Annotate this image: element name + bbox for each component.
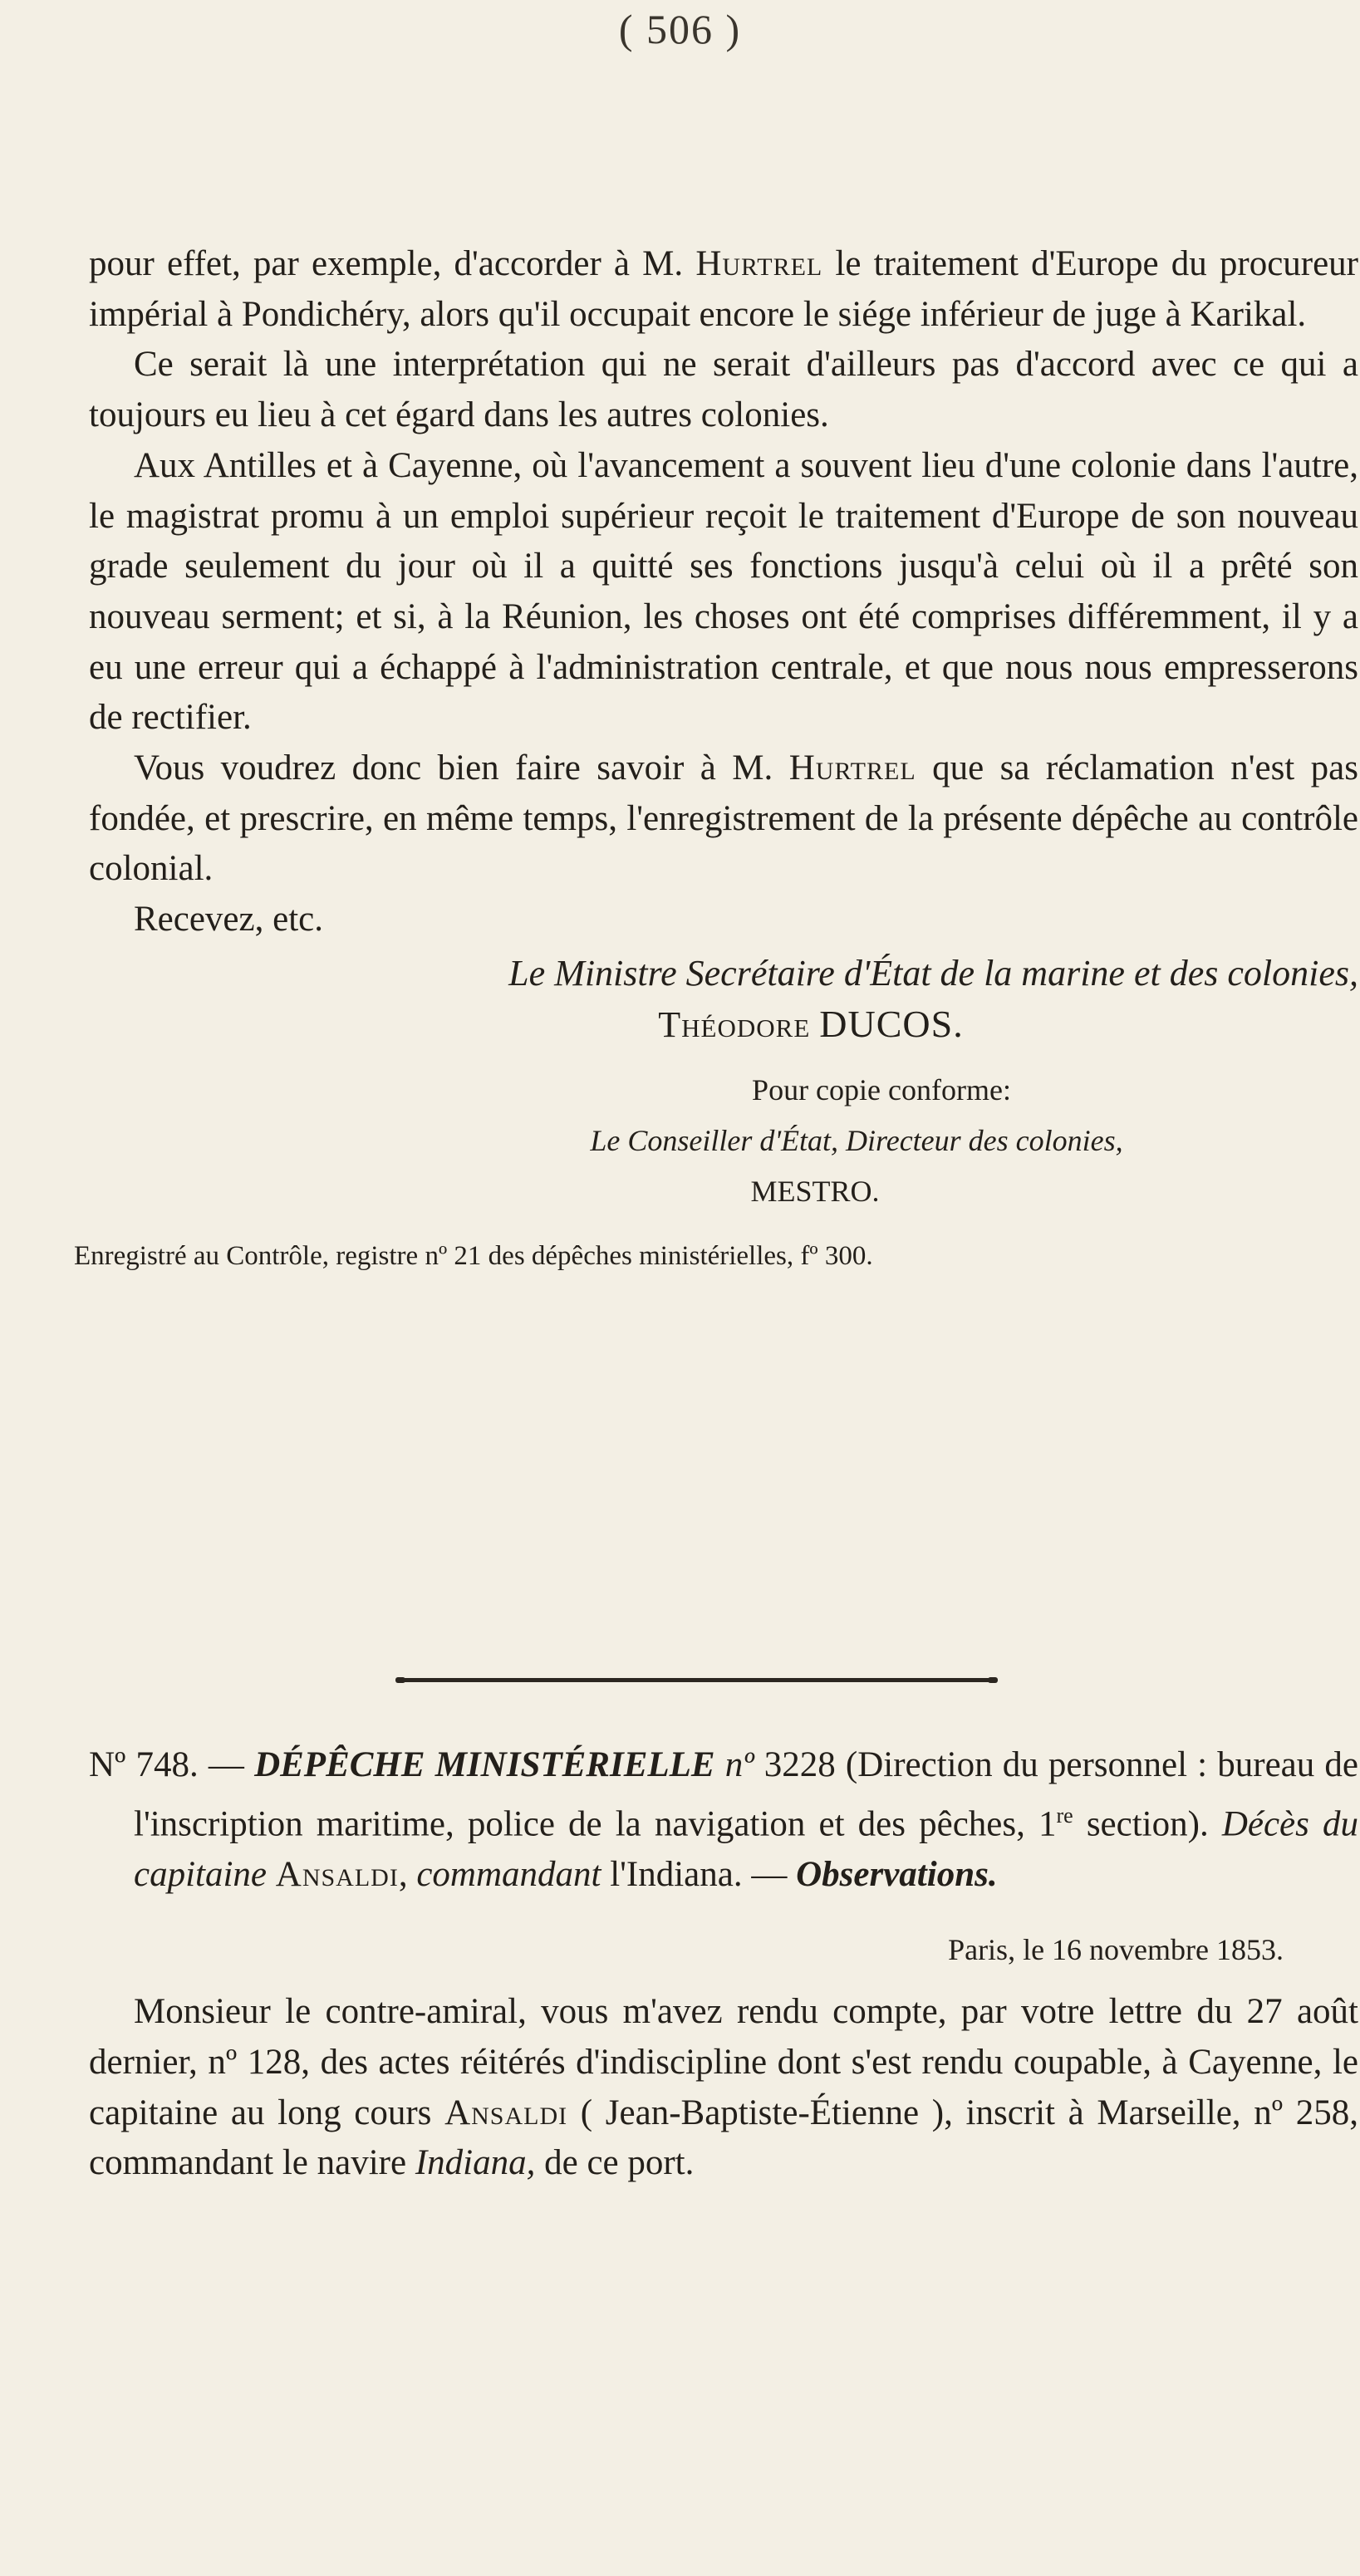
dispatch-ship: l'Indiana. —: [601, 1854, 797, 1894]
signature-name: [89, 999, 1358, 1051]
signature-first-name: Théodore: [658, 1003, 811, 1045]
dispatch-heading: [89, 1740, 1358, 2189]
dispatch-comma: ,: [398, 1854, 417, 1894]
letter-text-2: ( Jean-Baptiste-Étienne ), inscrit à Marseille, nº 258, commandant le navire: [89, 2093, 1358, 2183]
paragraph-4-text-end: que sa réclamation n'est pas fondée, et prescrire, en même temps, l'enregistrement de la présente dépêche au contrôle colonial.: [89, 748, 1359, 889]
letter-text-end: de ce port.: [535, 2143, 695, 2183]
name-hurtrel: Hurtrel: [695, 244, 823, 283]
name-ansaldi: Ansaldi: [275, 1854, 399, 1894]
copy-signer-title: Le Conseiller d'État, Directeur des colonies,: [590, 1123, 1123, 1157]
section-divider: [400, 1678, 993, 1682]
signature-last-name: DUCOS.: [819, 1002, 964, 1045]
paragraph-2: Ce serait là une interprétation qui ne serait d'ailleurs pas d'accord avec ce qui a toujours eu lieu à cet égard dans les autres colonies.: [89, 345, 1358, 435]
copy-signer-name: MESTRO.: [750, 1174, 880, 1208]
dispatch-type: DÉPÊCHE MINISTÉRIELLE: [254, 1745, 725, 1784]
paragraph-1-text: pour effet, par exemple, d'accorder à M.: [89, 244, 696, 283]
paragraph-4-text: Vous voudrez donc bien faire savoir à M.: [134, 748, 789, 788]
name-ansaldi-2: Ansaldi: [444, 2093, 568, 2132]
dispatch-number: Nº 748. —: [89, 1745, 255, 1784]
dateline: Paris, le 16 novembre 1853.: [948, 1933, 1284, 1967]
page-number: ( 506 ): [618, 6, 742, 52]
dispatch-section-sup: re: [1056, 1803, 1073, 1828]
dispatch-no-label: nº: [724, 1745, 754, 1784]
letter-body: [74, 239, 1359, 1273]
dispatch-subject: Décès du capitaine: [134, 1804, 1358, 1894]
dispatch-section: section).: [1073, 1804, 1222, 1844]
paragraph-1-text-end: le traitement d'Europe du procureur impérial à Pondichéry, alors qu'il occupait encore le siége inférieur de juge à Karikal.: [89, 244, 1359, 334]
name-hurtrel-2: Hurtrel: [788, 748, 916, 788]
dispatch-observations: Observations.: [796, 1854, 998, 1894]
closing-salutation: Recevez, etc.: [134, 900, 323, 940]
dispatch-direction: 3228 (Direction du personnel : bureau de l'inscription maritime, police de la navigation et des pêches, 1: [134, 1745, 1358, 1844]
letter-text: Monsieur le contre-amiral, vous m'avez rendu compte, par votre lettre du 27 août dernier, nº 128, des actes réitérés d'indiscipline dont s'est rendu coupable, à Cayenne, le capitaine au long cours: [89, 1992, 1358, 2132]
paragraph-1: [89, 239, 1358, 340]
letter-paragraph: [89, 1987, 1358, 2189]
registration-note: Enregistré au Contrôle, registre nº 21 des dépêches ministérielles, fº 300.: [74, 1241, 873, 1272]
ship-name: Indiana,: [415, 2143, 536, 2183]
dispatch-title: [89, 1740, 1358, 1900]
copy-conforme-label: Pour copie conforme:: [752, 1073, 1011, 1107]
paragraph-3: Aux Antilles et à Cayenne, où l'avancement a souvent lieu d'une colonie dans l'autre, le magistrat promu à un emploi supérieur reçoit le traitement d'Europe de son nouveau grade seulement du jour où il a quitté ses fonctions jusqu'à celui où il a prêté son nouveau serment; et si, à la Réunion, les choses ont été comprises différemment, il y a eu une erreur qui a échappé à l'administration centrale, et que nous nous empresserons de rectifier.: [89, 445, 1358, 738]
dispatch-commandant: commandant: [416, 1854, 601, 1894]
signature-title: Le Ministre Secrétaire d'État de la marine et des colonies,: [508, 952, 1358, 994]
paragraph-4: [89, 743, 1358, 895]
